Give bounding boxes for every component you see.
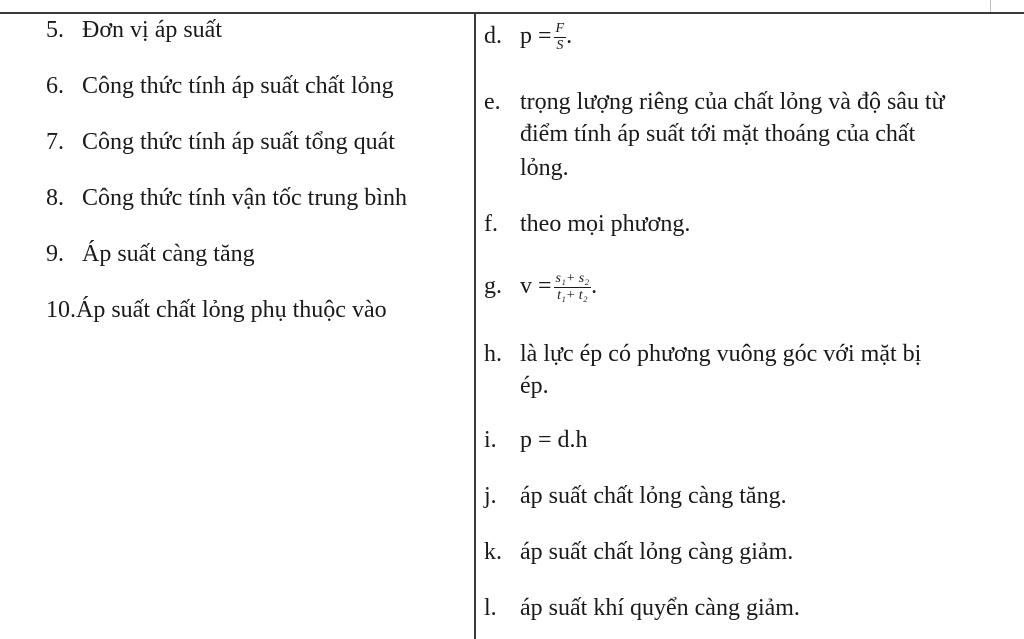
item-text: p = d.h: [520, 427, 588, 453]
item-number: 9.: [46, 241, 64, 267]
right-item-g: [484, 270, 597, 304]
right-item-d: [484, 20, 572, 54]
item-text: áp suất chất lỏng càng giảm.: [520, 539, 794, 565]
left-item-5: [46, 14, 222, 46]
formula-suffix: .: [566, 23, 573, 49]
item-text-line-1: là lực ép có phương vuông góc với mặt bị: [520, 341, 922, 367]
left-item-8: [46, 182, 407, 214]
right-item-f: [484, 208, 690, 240]
right-item-i: [484, 424, 588, 456]
item-number: h.: [484, 341, 502, 367]
item-text: theo mọi phương.: [520, 211, 691, 237]
item-text: Áp suất chất lỏng phụ thuộc vào: [76, 297, 387, 323]
fraction: [554, 21, 567, 54]
right-item-h: [484, 338, 921, 370]
item-number: e.: [484, 89, 501, 115]
left-item-6: [46, 70, 394, 102]
right-item-h-line-2: [520, 370, 549, 402]
fraction-numerator: F: [555, 20, 565, 36]
formula-suffix: .: [591, 273, 598, 299]
item-number: 7.: [46, 129, 64, 155]
item-number: 10.: [46, 297, 76, 323]
item-text: Công thức tính vận tốc trung bình: [82, 185, 407, 211]
right-item-e: [484, 86, 945, 118]
right-item-e-line-2: [520, 118, 915, 150]
item-number: 8.: [46, 185, 64, 211]
left-item-10: [46, 294, 387, 326]
left-item-9: [46, 238, 255, 270]
item-text: Công thức tính áp suất tổng quát: [82, 129, 395, 155]
column-divider: [474, 12, 476, 639]
fraction-denominator: S: [556, 37, 564, 53]
fraction-denominator: t₁+ t₂: [557, 287, 588, 303]
item-text-line-1: trọng lượng riêng của chất lỏng và độ sâu từ: [520, 89, 945, 115]
item-text: Công thức tính áp suất chất lỏng: [82, 73, 394, 99]
formula-prefix: p =: [520, 23, 552, 49]
item-number: d.: [484, 23, 502, 49]
item-number: i.: [484, 427, 497, 453]
item-number: k.: [484, 539, 502, 565]
item-text-line-2: điểm tính áp suất tới mặt thoáng của chất: [520, 121, 916, 147]
item-text: áp suất chất lỏng càng tăng.: [520, 483, 787, 509]
fraction-numerator: s₁+ s₂: [555, 270, 590, 286]
right-item-k: [484, 536, 793, 568]
right-edge-mark: [990, 0, 991, 12]
item-number: 6.: [46, 73, 64, 99]
item-number: 5.: [46, 17, 64, 43]
item-text: Đơn vị áp suất: [82, 17, 223, 43]
fraction: [554, 271, 592, 304]
item-number: j.: [484, 483, 497, 509]
right-item-j: [484, 480, 787, 512]
item-number: g.: [484, 273, 502, 299]
item-text-line-3: lỏng.: [520, 155, 569, 181]
right-item-l: [484, 592, 800, 624]
item-text: Áp suất càng tăng: [82, 241, 255, 267]
item-number: l.: [484, 595, 497, 621]
item-number: f.: [484, 211, 498, 237]
item-text: áp suất khí quyển càng giảm.: [520, 595, 800, 621]
right-item-e-line-3: [520, 152, 569, 184]
item-text-line-2: ép.: [520, 373, 549, 399]
left-item-7: [46, 126, 395, 158]
formula-prefix: v =: [520, 273, 552, 299]
